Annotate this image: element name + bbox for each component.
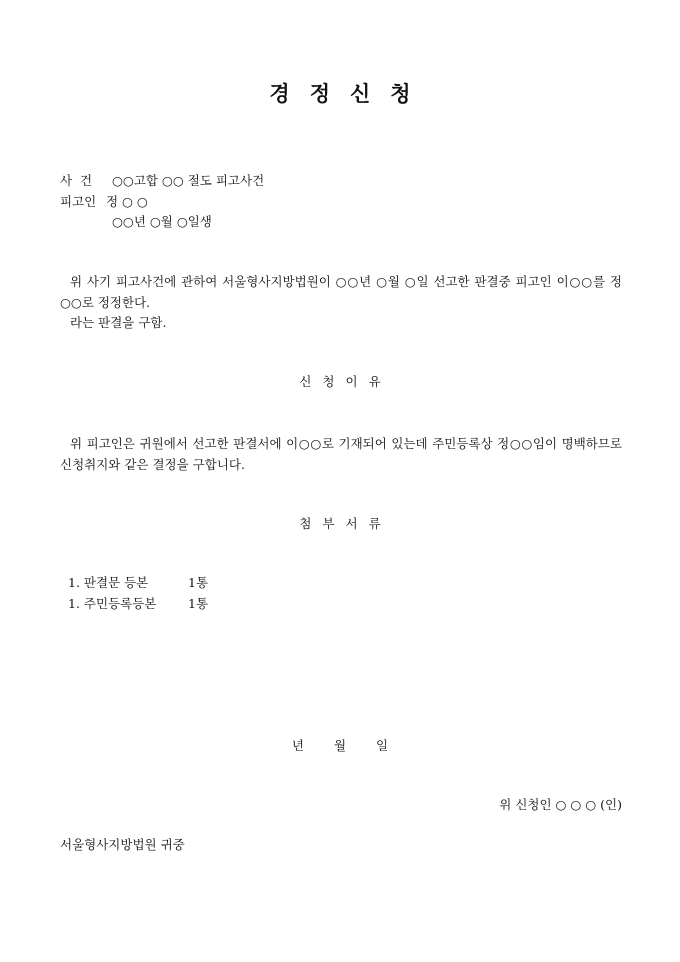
document-title: 경정신청	[269, 81, 431, 106]
attachment-count: 1통	[188, 575, 209, 590]
request-closing: 라는 판결을 구함.	[70, 315, 167, 330]
attachment-item	[68, 595, 208, 613]
reason-heading: 신청이유	[299, 374, 392, 389]
case-label: 사 건	[60, 173, 93, 188]
defendant-label: 피고인	[60, 194, 97, 209]
date-line: 년월일	[291, 738, 419, 753]
attachment-name: 1. 판결문 등본	[68, 575, 149, 590]
case-value: ○○고합 ○○ 절도 피고사건	[112, 173, 265, 188]
defendant-line	[60, 193, 148, 211]
applicant-signature: 위 신청인 ○ ○ ○ (인)	[499, 797, 622, 812]
attachment-name: 1. 주민등록등본	[68, 596, 157, 611]
request-paragraph: 위 사기 피고사건에 관하여 서울형사지방법원이 ○○년 ○월 ○일 선고한 판결중 피고인 이○○를 정○○로 정정한다.	[60, 274, 622, 310]
court-addressee: 서울형사지방법원 귀중	[60, 837, 185, 852]
attachments-heading: 첨부서류	[299, 516, 392, 531]
defendant-birth: ○○년 ○월 ○일생	[112, 214, 212, 229]
attachment-count: 1통	[188, 596, 209, 611]
defendant-name: 정 ○ ○	[106, 194, 148, 209]
reason-paragraph: 위 피고인은 귀원에서 선고한 판결서에 이○○로 기재되어 있는데 주민등록상 정○○임이 명백하므로 신청취지와 같은 결정을 구합니다.	[60, 436, 622, 472]
attachment-item	[68, 574, 208, 592]
case-line	[60, 172, 264, 190]
